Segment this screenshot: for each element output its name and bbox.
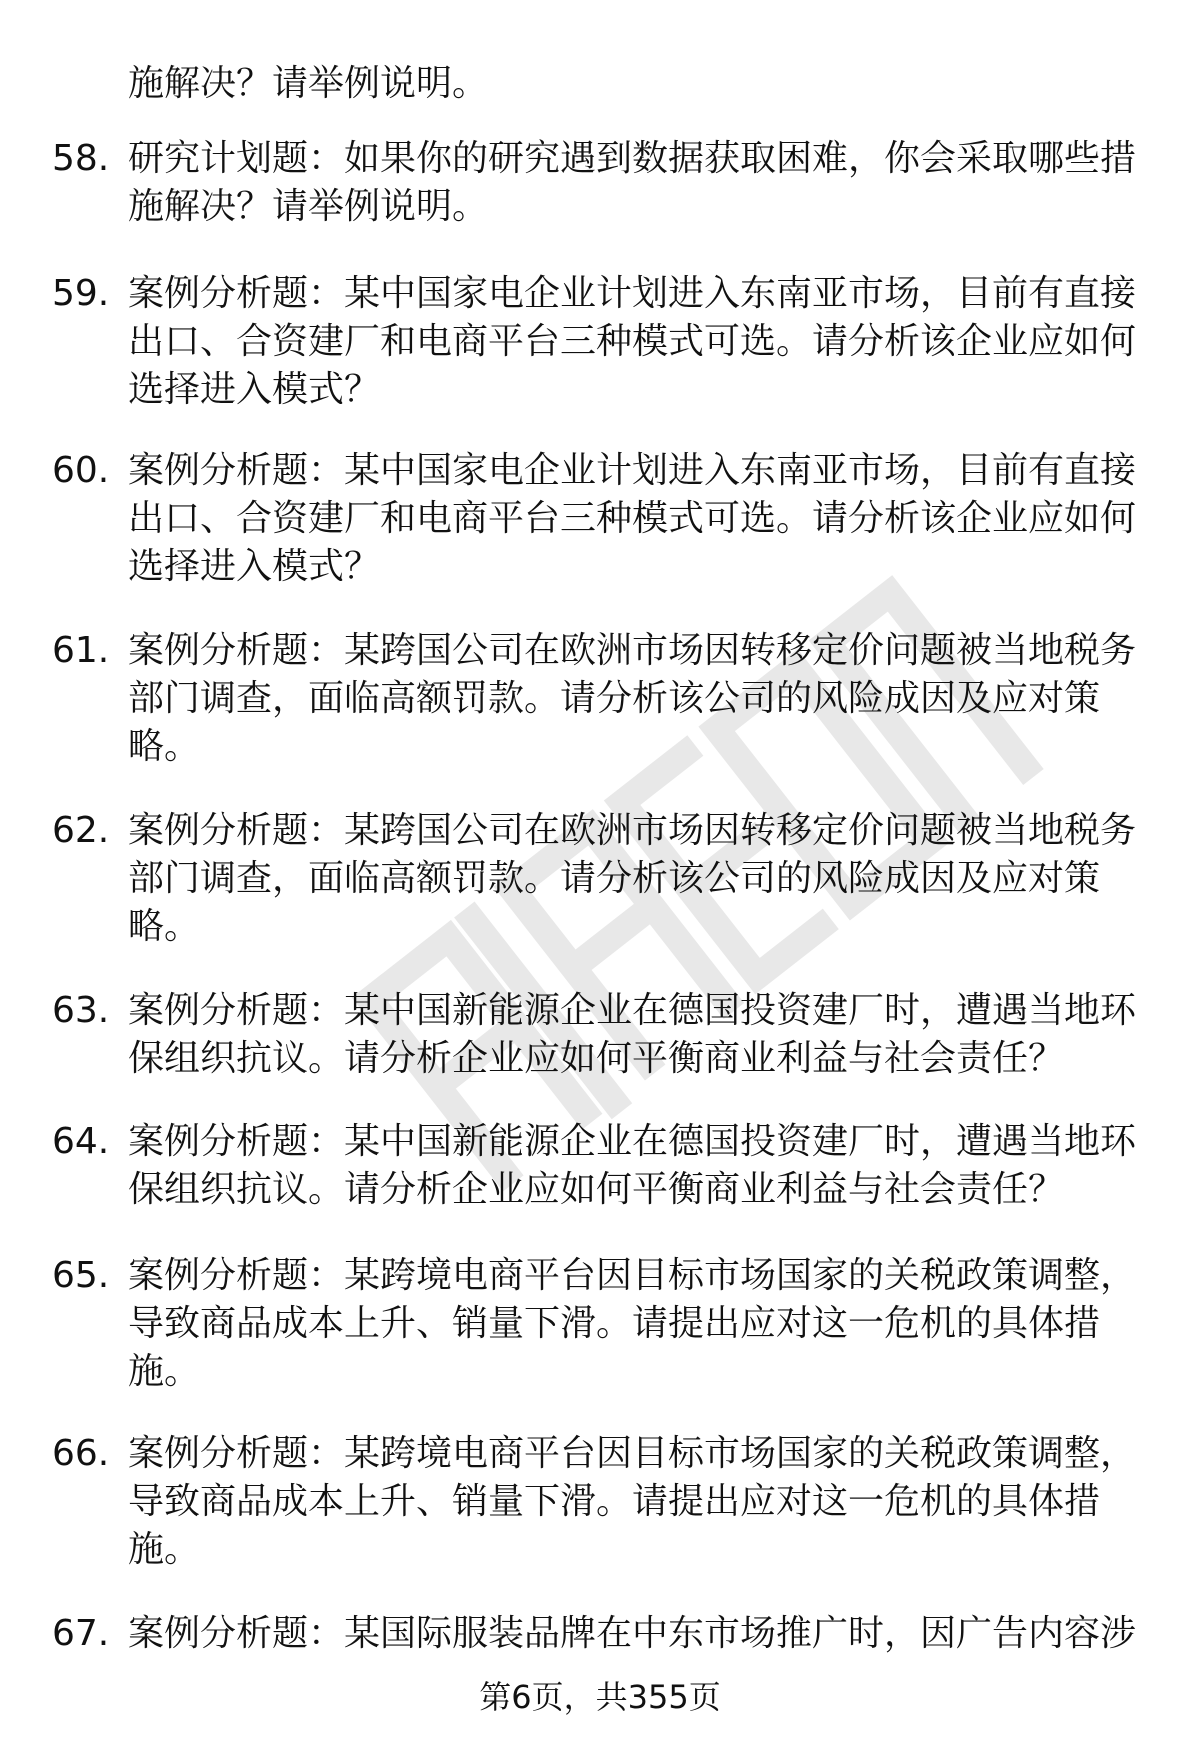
question-number: 62. [52,810,110,851]
question-text-line: 案例分析题：某中国家电企业计划进入东南亚市场，目前有直接 [128,450,1137,491]
question-text-line: 保组织抗议。请分析企业应如何平衡商业利益与社会责任？ [128,1038,1065,1079]
question-number: 61. [52,630,110,671]
question-number: 67. [52,1613,110,1654]
question-text-line: 案例分析题：某中国新能源企业在德国投资建厂时，遭遇当地环 [128,990,1137,1031]
question-text-line: 导致商品成本上升、销量下滑。请提出应对这一危机的具体措 [128,1481,1101,1522]
question-text-line: 案例分析题：某跨国公司在欧洲市场因转移定价问题被当地税务 [128,810,1137,851]
question-text-line: 导致商品成本上升、销量下滑。请提出应对这一危机的具体措 [128,1303,1101,1344]
question-text-line: 部门调查，面临高额罚款。请分析该公司的风险成因及应对策 [128,678,1101,719]
question-number: 63. [52,990,110,1031]
question-text-line: 选择进入模式？ [128,546,381,587]
question-number: 65. [52,1255,110,1296]
question-text-line: 案例分析题：某中国家电企业计划进入东南亚市场，目前有直接 [128,273,1137,314]
question-text-line: 案例分析题：某国际服装品牌在中东市场推广时，因广告内容涉 [128,1613,1137,1654]
question-text-line: 略。 [128,906,201,947]
page-footer: 第6页，共355页 [479,1678,721,1716]
question-text-line: 施解决？请举例说明。 [128,186,489,227]
question-number: 59. [52,273,110,314]
question-number: 60. [52,450,110,491]
question-text-line: 案例分析题：某跨国公司在欧洲市场因转移定价问题被当地税务 [128,630,1137,671]
question-text-line: 案例分析题：某中国新能源企业在德国投资建厂时，遭遇当地环 [128,1121,1137,1162]
question-text-line: 选择进入模式？ [128,369,381,410]
question-text-line: 出口、合资建厂和电商平台三种模式可选。请分析该企业应如何 [128,321,1137,362]
question-number: 58. [52,138,110,179]
question-text-line: 研究计划题：如果你的研究遇到数据获取困难，你会采取哪些措 [128,138,1137,179]
question-text-line: 施。 [128,1351,201,1392]
question-text-line: 部门调查，面临高额罚款。请分析该公司的风险成因及应对策 [128,858,1101,899]
question-text-line: 保组织抗议。请分析企业应如何平衡商业利益与社会责任？ [128,1169,1065,1210]
question-text-line: 案例分析题：某跨境电商平台因目标市场国家的关税政策调整， [128,1433,1137,1474]
question-text-line: 略。 [128,726,201,767]
question-text-line: 施。 [128,1529,201,1570]
question-text-line: 案例分析题：某跨境电商平台因目标市场国家的关税政策调整， [128,1255,1137,1296]
question-number: 66. [52,1433,110,1474]
question-number: 64. [52,1121,110,1162]
question-text-line: 施解决？请举例说明。 [128,63,489,104]
question-text-line: 出口、合资建厂和电商平台三种模式可选。请分析该企业应如何 [128,498,1137,539]
